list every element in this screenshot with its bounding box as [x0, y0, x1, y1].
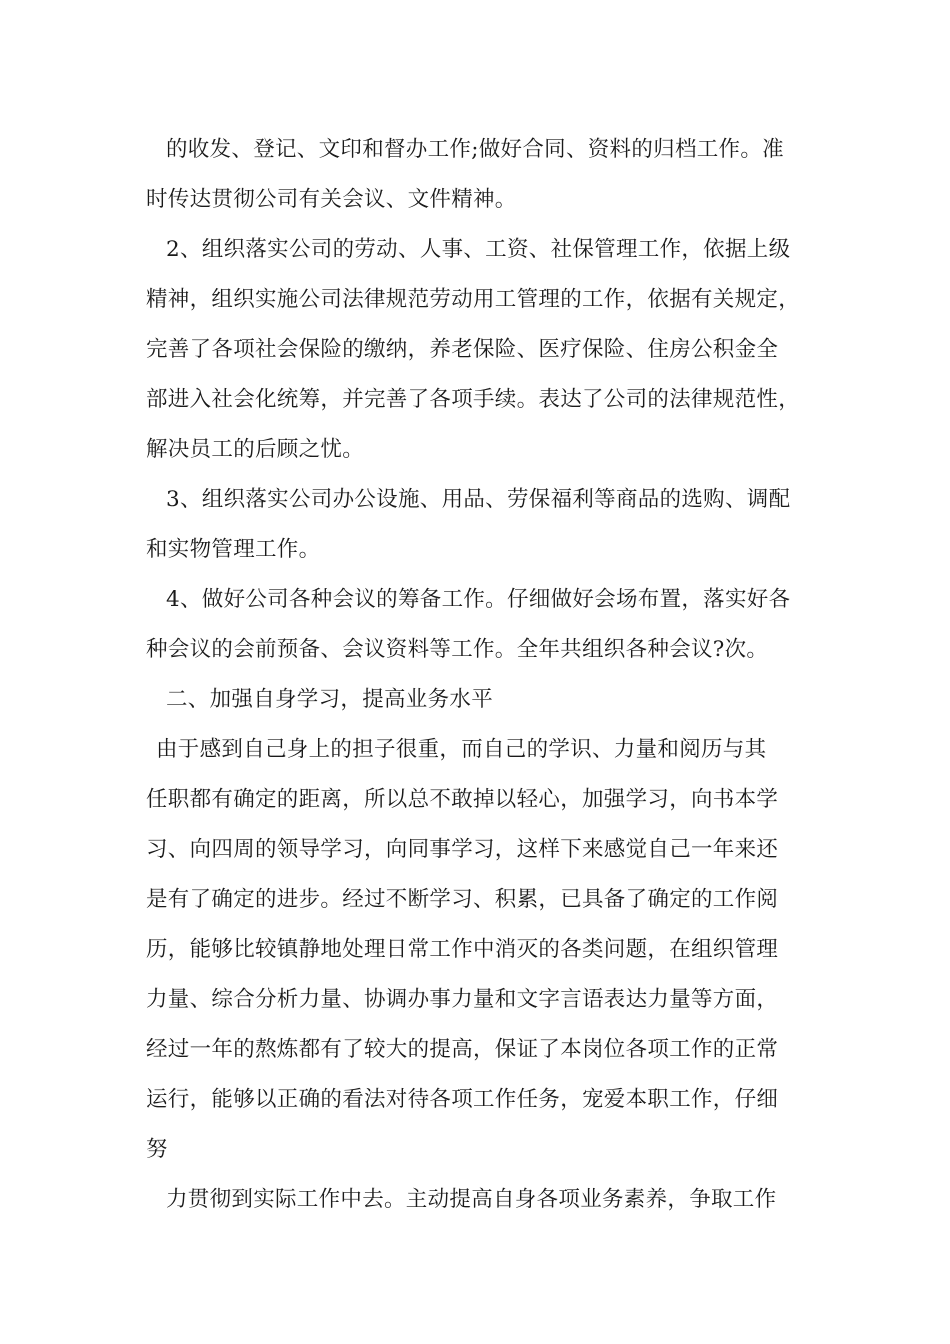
- list-item-4: 4、做好公司各种会议的筹备工作。仔细做好会场布置，落实好各: [166, 587, 791, 612]
- text-line: 完善了各项社会保险的缴纳，养老保险、医疗保险、住房公积金全: [146, 337, 779, 362]
- text-line: 时传达贯彻公司有关会议、文件精神。: [146, 187, 517, 212]
- paragraph-start: 力贯彻到实际工作中去。主动提高自身各项业务素养，争取工作: [166, 1187, 777, 1212]
- text-line: 和实物管理工作。: [146, 537, 321, 562]
- list-item-3: 3、组织落实公司办公设施、用品、劳保福利等商品的选购、调配: [166, 487, 791, 512]
- text-line: 习、向四周的领导学习，向同事学习，这样下来感觉自己一年来还: [146, 837, 779, 862]
- section-heading: 二、加强自身学习，提高业务水平: [166, 687, 494, 712]
- text-line: 是有了确定的进步。经过不断学习、积累，已具备了确定的工作阅: [146, 887, 779, 912]
- text-line: 精神，组织实施公司法律规范劳动用工管理的工作，依据有关规定，: [146, 287, 801, 312]
- text-line: 部进入社会化统筹，并完善了各项手续。表达了公司的法律规范性，: [146, 387, 801, 412]
- list-item-2: 2、组织落实公司的劳动、人事、工资、社保管理工作，依据上级: [166, 237, 791, 262]
- text-line: 经过一年的熬炼都有了较大的提高，保证了本岗位各项工作的正常: [146, 1037, 779, 1062]
- text-line: 力量、综合分析力量、协调办事力量和文字言语表达力量等方面，: [146, 987, 779, 1012]
- text-line: 历，能够比较镇静地处理日常工作中消灭的各类问题，在组织管理: [146, 937, 779, 962]
- text-line: 的收发、登记、文印和督办工作;做好合同、资料的归档工作。准: [166, 137, 784, 162]
- paragraph-start: 由于感到自己身上的担子很重，而自己的学识、力量和阅历与其: [156, 737, 767, 762]
- text-line: 任职都有确定的距离，所以总不敢掉以轻心，加强学习，向书本学: [146, 787, 779, 812]
- text-line: 种会议的会前预备、会议资料等工作。全年共组织各种会议?次。: [146, 637, 769, 662]
- text-line: 运行，能够以正确的看法对待各项工作任务，宠爱本职工作，仔细: [146, 1087, 779, 1112]
- text-line: 努: [146, 1137, 168, 1162]
- text-line: 解决员工的后顾之忧。: [146, 437, 365, 462]
